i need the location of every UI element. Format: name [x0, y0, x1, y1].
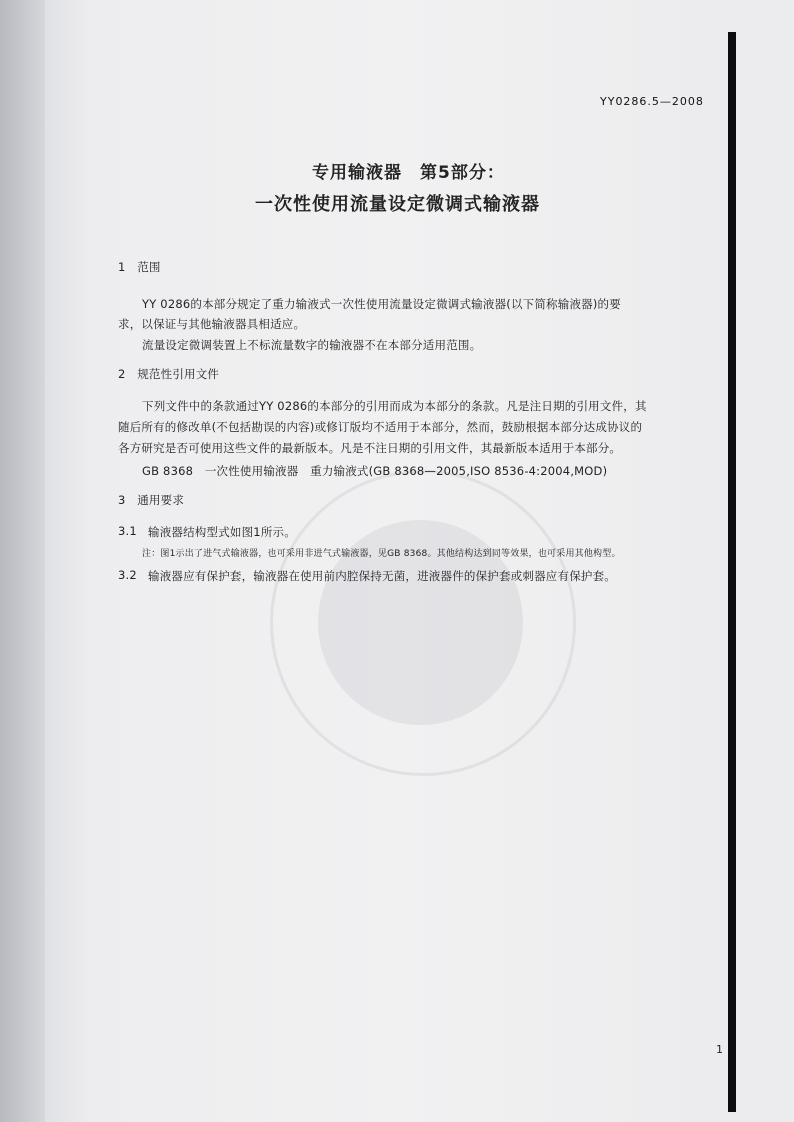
section-heading-references: 2 规范性引用文件: [118, 367, 220, 381]
reference-entry: GB 8368 一次性使用输液器 重力输液式(GB 8368—2005,ISO 8536-4:2004,MOD): [142, 464, 608, 478]
paragraph-line: 各方研究是否可使用这些文件的最新版本。凡是不注日期的引用文件，其最新版本适用于本部分。: [118, 441, 622, 455]
section-heading-general: 3 通用要求: [118, 493, 185, 507]
clause-number: 3.2: [118, 568, 137, 582]
clause-number: 3.1: [118, 524, 137, 538]
paragraph-line: 随后所有的修改单(不包括勘误的内容)或修订版均不适用于本部分，然而，鼓励根据本部分达成协议的: [118, 420, 643, 434]
note-text: 注：图1示出了进气式输液器，也可采用非进气式输液器，见GB 8368。其他结构达到同等效果，也可采用其他构型。: [142, 549, 621, 559]
title-line-2: 一次性使用流量设定微调式输液器: [255, 194, 540, 215]
paragraph-line: YY 0286的本部分规定了重力输液式一次性使用流量设定微调式输液器(以下简称输液器)的要: [142, 297, 621, 311]
paragraph-line: 流量设定微调装置上不标流量数字的输液器不在本部分适用范围。: [142, 338, 482, 352]
paragraph-line: 求，以保证与其他输液器具相适应。: [118, 317, 306, 331]
scan-left-shadow: [0, 0, 45, 1122]
section-heading-scope: 1 范围: [118, 260, 161, 274]
clause-text: 输液器应有保护套，输液器在使用前内腔保持无菌，进液器件的保护套或刺器应有保护套。: [148, 569, 616, 583]
clause-text: 输液器结构型式如图1所示。: [148, 525, 296, 539]
title-line-1: 专用输液器 第5部分：: [312, 163, 505, 183]
page-number: 1: [716, 1043, 724, 1056]
paragraph-line: 下列文件中的条款通过YY 0286的本部分的引用而成为本部分的条款。凡是注日期的引用文件，其: [142, 399, 647, 413]
scan-edge-bar: [728, 32, 736, 1112]
standard-code: YY0286.5—2008: [600, 95, 704, 108]
